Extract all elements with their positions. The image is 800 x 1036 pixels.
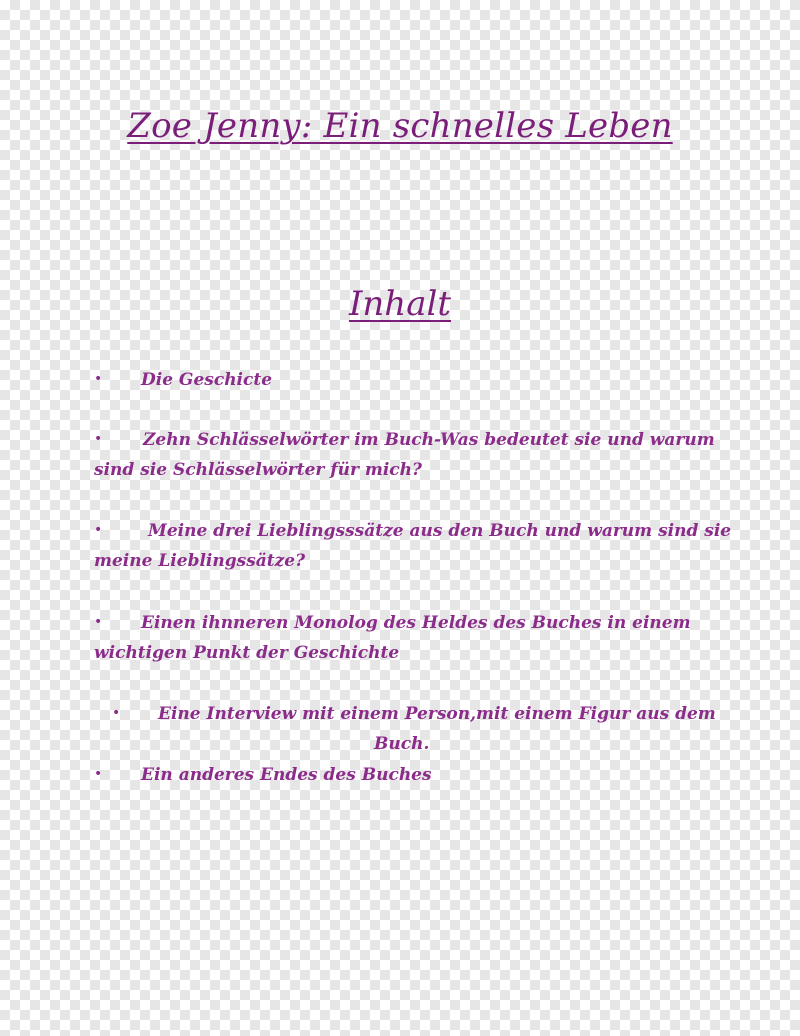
list-item-text-continued: sind sie Schlässelwörter für mich?	[94, 460, 422, 480]
bullet-icon: •	[94, 766, 103, 782]
list-item-text: Eine Interview mit einem Person,mit einem Figur aus dem	[158, 704, 716, 724]
list-item-text: Die Geschicte	[141, 370, 273, 390]
list-item-text: Meine drei Lieblingsssätze aus den Buch und warum sind sie	[148, 521, 732, 541]
bullet-icon: •	[112, 705, 121, 721]
list-item-text: Ein anderes Endes des Buches	[141, 765, 432, 785]
bullet-icon: •	[94, 614, 103, 630]
section-heading: Inhalt	[348, 284, 452, 324]
list-item-text: Zehn Schlässelwörter im Buch-Was bedeutet sie und warum	[143, 430, 715, 450]
list-item-text-continued: meine Lieblingssätze?	[94, 551, 306, 571]
bullet-icon: •	[94, 431, 103, 447]
list-item-text: Einen ihnneren Monolog des Heldes des Buches in einem	[141, 613, 691, 633]
bullet-icon: •	[94, 371, 103, 387]
bullet-icon: •	[94, 522, 103, 538]
list-item-text-continued: wichtigen Punkt der Geschichte	[94, 643, 400, 663]
list-item-text-continued: Buch.	[374, 734, 430, 754]
document-title: Zoe Jenny: Ein schnelles Leben	[127, 106, 673, 146]
